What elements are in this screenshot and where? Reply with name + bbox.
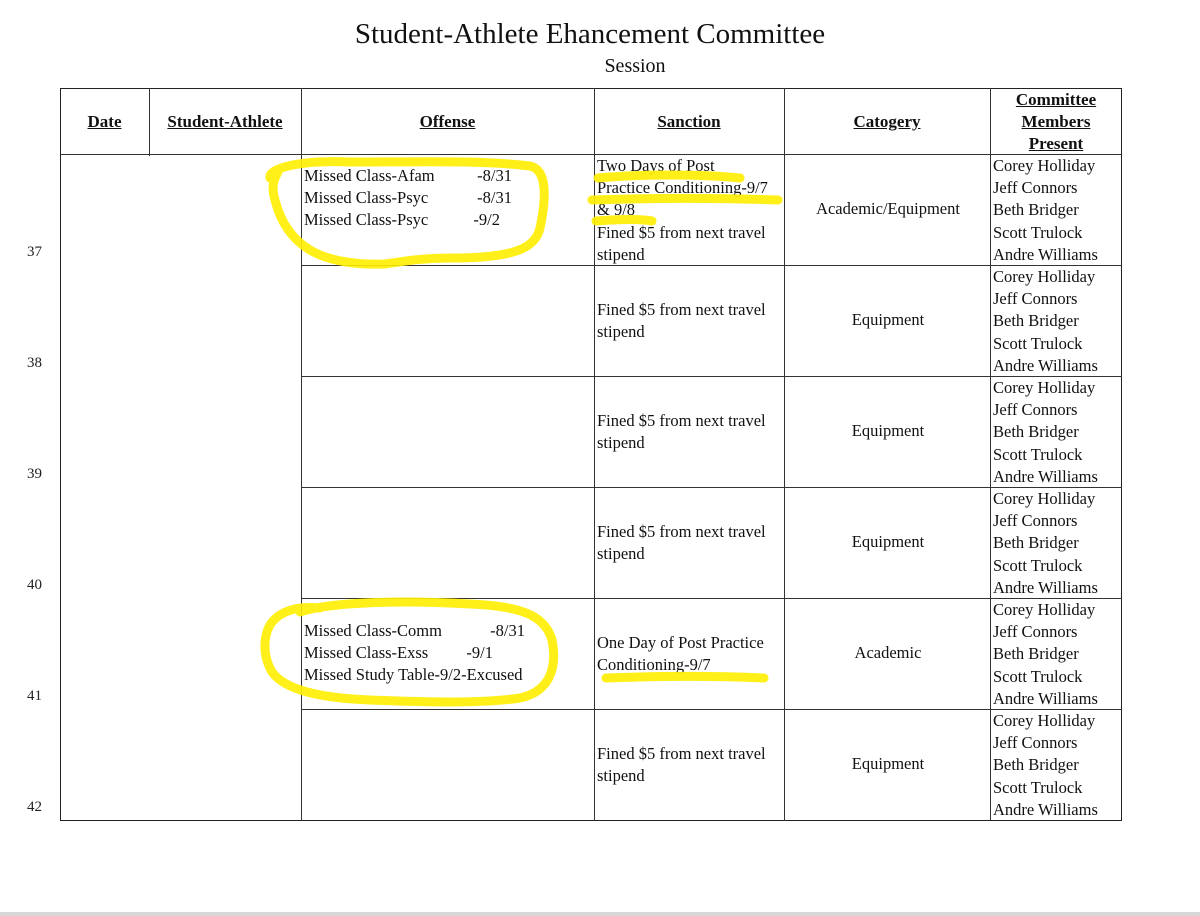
committee-table — [60, 88, 1122, 821]
sanction-line: Two Days of Post — [597, 156, 715, 175]
member-name: Jeff Connors — [993, 178, 1078, 198]
sanction-cell — [597, 299, 766, 343]
row-number: 38 — [27, 355, 42, 371]
offense-line — [304, 642, 529, 664]
member-name: Corey Holliday — [993, 378, 1096, 397]
offense-date: -8/31 — [490, 621, 525, 640]
member-name: Jeff Connors — [993, 400, 1078, 420]
sanction-cell — [597, 410, 766, 454]
member-name: Jeff Connors — [993, 622, 1078, 642]
offense-text: Missed Study Table-9/2-Excused — [304, 665, 523, 685]
sanction-line: stipend — [597, 244, 645, 264]
member-name: Beth Bridger — [993, 422, 1079, 442]
member-name: Beth Bridger — [993, 311, 1079, 331]
header-sanction: Sanction — [657, 112, 721, 131]
member-name: Scott Trulock — [993, 222, 1083, 242]
sanction-line: Fined $5 from next travel — [597, 411, 766, 430]
header-date: Date — [87, 112, 122, 131]
members-cell — [993, 155, 1098, 266]
member-name: Beth Bridger — [993, 755, 1079, 775]
header-category: Catogery — [853, 112, 921, 131]
header-committee-line: Present — [1028, 134, 1084, 153]
category-cell: Equipment — [851, 754, 925, 773]
row-number: 42 — [27, 799, 42, 815]
offense-date: -8/31 — [477, 166, 512, 185]
member-name: Jeff Connors — [993, 289, 1078, 309]
member-name: Andre Williams — [993, 244, 1098, 264]
category-cell: Equipment — [851, 532, 925, 551]
offense-line — [304, 165, 534, 187]
col-divider-category — [990, 88, 991, 821]
member-name: Andre Williams — [993, 355, 1098, 375]
sanction-line: Fined $5 from next travel — [597, 300, 766, 319]
members-cell — [993, 710, 1098, 821]
sanction-line: Fined $5 from next travel — [597, 522, 766, 541]
document-title: Student-Athlete Ehancement Committee — [354, 18, 826, 50]
sanction-line: Practice Conditioning-9/7 — [597, 178, 768, 198]
offense-date: -9/2 — [473, 210, 500, 230]
col-divider-student — [301, 88, 302, 821]
sanction-cell — [597, 632, 764, 676]
offense-text: Missed Class-Afam — [304, 166, 435, 185]
member-name: Scott Trulock — [993, 777, 1083, 797]
member-name: Andre Williams — [993, 688, 1098, 708]
sanction-line: Conditioning-9/7 — [597, 655, 711, 675]
sanction-line: & 9/8 — [597, 200, 636, 220]
sanction-line: stipend — [597, 433, 645, 453]
member-name: Corey Holliday — [993, 600, 1096, 619]
sanction-cell — [597, 521, 766, 565]
sanction-line: Fined $5 from next travel — [597, 222, 766, 242]
offense-line — [304, 187, 534, 209]
offense-date: -9/1 — [466, 643, 493, 663]
sanction-line: One Day of Post Practice — [597, 633, 764, 652]
member-name: Corey Holliday — [993, 267, 1096, 286]
sanction-cell — [597, 155, 768, 266]
sanction-line: stipend — [597, 544, 645, 564]
sanction-line: Fined $5 from next travel — [597, 744, 766, 763]
member-name: Corey Holliday — [993, 711, 1096, 730]
col-divider-sanction — [784, 88, 785, 821]
offense-text: Missed Class-Comm — [304, 621, 442, 640]
offense-line — [304, 209, 534, 231]
member-name: Beth Bridger — [993, 644, 1079, 664]
page-bottom-edge — [0, 912, 1200, 916]
offense-cell — [304, 165, 534, 232]
offense-text: Missed Class-Psyc — [304, 188, 429, 208]
member-name: Scott Trulock — [993, 555, 1083, 575]
category-cell: Equipment — [851, 421, 925, 440]
category-cell: Academic/Equipment — [816, 199, 960, 218]
members-cell — [993, 599, 1098, 710]
row-number: 41 — [27, 688, 42, 704]
row-number: 39 — [27, 466, 42, 482]
member-name: Beth Bridger — [993, 533, 1079, 553]
member-name: Andre Williams — [993, 466, 1098, 486]
sanction-line: stipend — [597, 766, 645, 786]
members-cell — [993, 488, 1098, 599]
sanction-cell — [597, 743, 766, 787]
member-name: Corey Holliday — [993, 156, 1096, 175]
offense-date: -8/31 — [477, 188, 512, 208]
header-committee-line: Members — [1021, 112, 1091, 131]
row-number: 37 — [27, 244, 42, 260]
document-subtitle: Session — [604, 55, 666, 77]
row-number: 40 — [27, 577, 42, 593]
header-student-athlete: Student-Athlete — [167, 112, 283, 131]
header-divider — [60, 154, 1122, 155]
member-name: Beth Bridger — [993, 200, 1079, 220]
member-name: Andre Williams — [993, 577, 1098, 597]
offense-cell — [304, 620, 529, 687]
header-committee-line: Committee — [1015, 90, 1097, 109]
header-offense: Offense — [419, 112, 476, 131]
member-name: Jeff Connors — [993, 511, 1078, 531]
member-name: Andre Williams — [993, 799, 1098, 819]
member-name: Scott Trulock — [993, 666, 1083, 686]
header-committee — [990, 89, 1122, 155]
offense-text: Missed Class-Exss — [304, 643, 429, 663]
sanction-line: stipend — [597, 322, 645, 342]
members-cell — [993, 377, 1098, 488]
category-cell: Academic — [854, 643, 922, 662]
members-cell — [993, 266, 1098, 377]
member-name: Scott Trulock — [993, 444, 1083, 464]
col-divider-offense — [594, 88, 595, 821]
category-cell: Equipment — [851, 310, 925, 329]
member-name: Scott Trulock — [993, 333, 1083, 353]
member-name: Corey Holliday — [993, 489, 1096, 508]
member-name: Jeff Connors — [993, 733, 1078, 753]
offense-text: Missed Class-Psyc — [304, 210, 429, 230]
offense-line — [304, 620, 529, 642]
